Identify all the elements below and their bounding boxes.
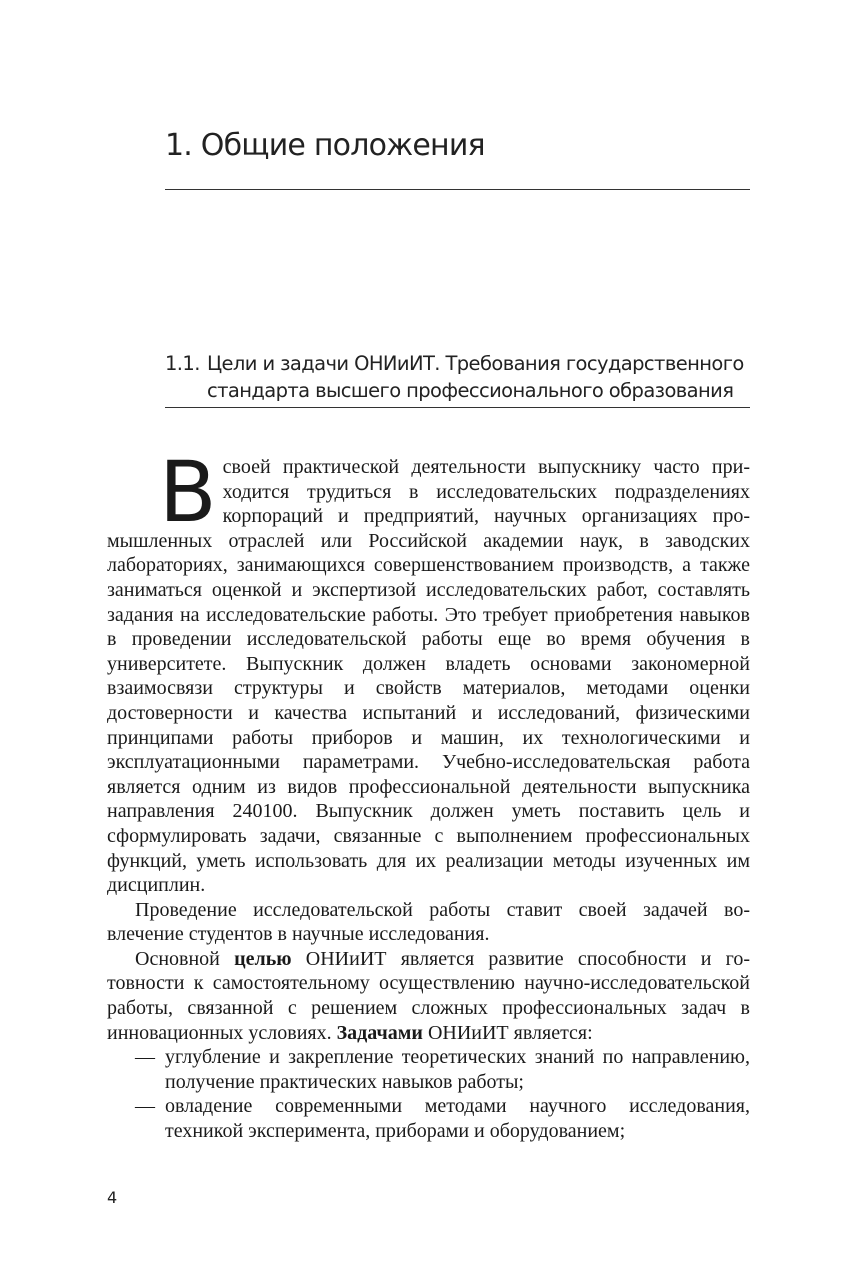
section-heading — [165, 350, 750, 404]
section-number: 1.1. — [165, 352, 200, 375]
drop-cap: В — [159, 443, 215, 541]
list-item: — углубление и закрепление теоретических знаний по направлению, получение практических навыков работы; — [107, 1045, 750, 1094]
goals-text-2: ОНИиИТ является развитие способности и готовности к самостоятельному осуществлению научно-исследовательской работы, связанной с решением сложных профессиональных задач в инновационных условиях. — [107, 947, 751, 1044]
paragraph-goals — [107, 947, 750, 1045]
paragraph-intro-text: своей практической деятельности выпускнику часто приходится трудиться в исследовательских подразделениях корпораций и предприятий, научных организациях промышленных отраслей или Российской академии наук, в заводских лабораториях, занимающихся совершенствованием производств, а также заниматься оценкой и экспертизой исследовательских работ, составлять задания на исследовательские работы. Это требует приобретения навыков в проведении исследовательской работы еще во время обучения в университете. Выпускник должен владеть основами закономерной взаимосвязи структуры и свойств материалов, методами оценки достоверности и качества испытаний и исследований, физическими принципами работы приборов и машин, их технологическими и эксплуатационными параметрами. Учебно-исследовательская работа является одним из видов профессиональной деятельности выпускника направления 240100. Выпускник должен уметь поставить цель и сформулировать задачи, связанные с выполнением профессиональных функций, уметь использовать для их реализации методы изученных им дисциплин. — [107, 456, 750, 897]
tasks-list — [107, 1045, 750, 1143]
list-item: — овладение современными методами научного исследования, техникой эксперимента, приборами и оборудованием; — [107, 1094, 750, 1143]
paragraph-involvement: Проведение исследовательской работы ставит своей задачей вовлечение студентов в научные исследования. — [107, 898, 750, 946]
section-divider — [165, 407, 750, 408]
goal-term: целью — [234, 947, 292, 970]
paragraph-intro — [107, 443, 750, 898]
goals-text-1: Основной — [135, 947, 235, 970]
section-title-line-1: Цели и задачи ОНИиИТ. Требования государственного — [207, 352, 744, 375]
goals-text-3: ОНИиИТ является: — [422, 1021, 593, 1044]
section-title-line-2: стандарта высшего профессионального образования — [207, 379, 734, 402]
page-number: 4 — [107, 1188, 118, 1207]
chapter-title: 1. Общие положения — [165, 128, 485, 163]
body-text — [107, 443, 751, 1144]
chapter-divider — [165, 189, 750, 190]
tasks-term: Задачами — [336, 1021, 423, 1044]
